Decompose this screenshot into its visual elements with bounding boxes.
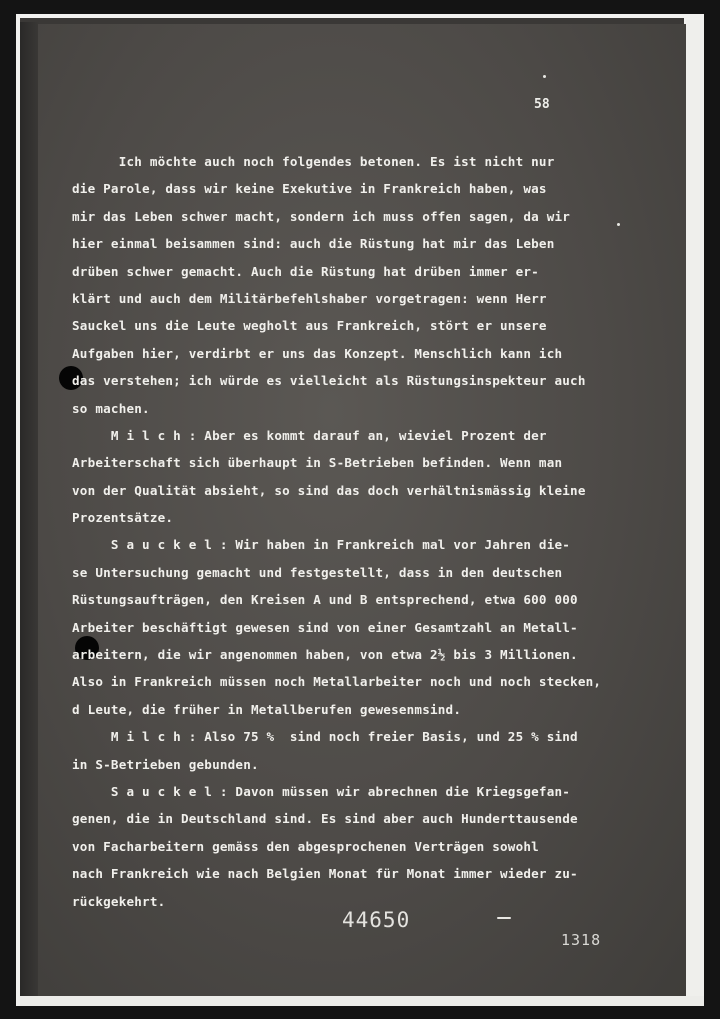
text-line: d Leute, die früher in Metallberufen gewesenmsind. [72, 701, 462, 717]
text-line: hier einmal beisammen sind: auch die Rüstung hat mir das Leben [72, 236, 555, 252]
text-line: Also in Frankreich müssen noch Metallarbeiter noch und noch stecken, [72, 674, 602, 690]
text-line: von Facharbeitern gemäss den abgesprochenen Verträgen sowohl [72, 838, 539, 854]
text-line: arbeitern, die wir angenommen haben, von etwa 2½ bis 3 Millionen. [72, 647, 578, 663]
text-line: in S-Betrieben gebunden. [72, 756, 259, 772]
text-line: die Parole, dass wir keine Exekutive in Frankreich haben, was [72, 181, 547, 197]
text-line: rückgekehrt. [72, 893, 166, 909]
text-line: Rüstungsaufträgen, den Kreisen A und B entsprechend, etwa 600 000 [72, 592, 578, 608]
text-line: Ich möchte auch noch folgendes betonen. Es ist nicht nur [72, 154, 555, 169]
typed-text [72, 148, 652, 915]
text-line: M i l c h : Also 75 % sind noch freier Basis, und 25 % sind [72, 729, 578, 745]
text-line: klärt und auch dem Militärbefehlshaber vorgetragen: wenn Herr [72, 290, 547, 306]
text-line: drüben schwer gemacht. Auch die Rüstung hat drüben immer er- [72, 263, 539, 279]
paper-right-margin [686, 20, 704, 1000]
dust-speck [543, 75, 546, 78]
text-line: S a u c k e l : Wir haben in Frankreich mal vor Jahren die- [72, 537, 571, 553]
paper-bottom-margin [20, 996, 704, 1006]
text-line: se Untersuchung gemacht und festgestellt, dass in den deutschen [72, 564, 563, 580]
text-line: Arbeiter beschäftigt gewesen sind von einer Gesamtzahl an Metall- [72, 619, 578, 635]
text-line: das verstehen; ich würde es vielleicht als Rüstungsinspekteur auch [72, 373, 586, 389]
text-line: von der Qualität absieht, so sind das doch verhältnismässig kleine [72, 482, 586, 498]
dust-speck [497, 917, 511, 919]
text-line: Arbeiterschaft sich überhaupt in S-Betrieben befinden. Wenn man [72, 455, 563, 471]
text-line: nach Frankreich wie nach Belgien Monat für Monat immer wieder zu- [72, 866, 578, 882]
text-line: genen, die in Deutschland sind. Es sind aber auch Hunderttausende [72, 811, 578, 827]
text-line: Sauckel uns die Leute wegholt aus Frankreich, stört er unsere [72, 318, 547, 334]
text-line: S a u c k e l : Davon müssen wir abrechnen die Kriegsgefan- [72, 783, 571, 799]
text-line: M i l c h : Aber es kommt darauf an, wieviel Prozent der [72, 427, 547, 443]
page-number: 58 [534, 97, 550, 112]
film-left-edge [20, 22, 40, 1000]
text-line: so machen. [72, 400, 150, 416]
folio-number: 1318 [561, 931, 602, 949]
archive-stamp-number: 44650 [342, 908, 411, 932]
text-line: Aufgaben hier, verdirbt er uns das Konzept. Menschlich kann ich [72, 345, 563, 361]
text-line: mir das Leben schwer macht, sondern ich muss offen sagen, da wir [72, 208, 571, 224]
text-line: Prozentsätze. [72, 510, 174, 526]
